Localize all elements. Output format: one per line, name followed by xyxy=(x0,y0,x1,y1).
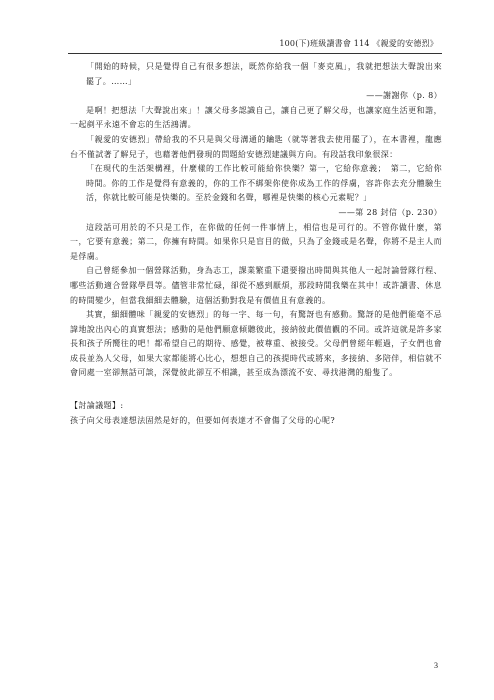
quote-happiness: 「在現代的生活架構裡，什麼樣的工作比較可能給你快樂？第一，它給你意義； 第二，它給你時間。你的工作是覺得有意義的，你的工作不綁架你使你成為工作的俘虜，容許你去充分體驗生活，你就比較可能是快樂的。至於金錢和名聲，哪裡是快樂的核心元素呢？」 xyxy=(86,164,442,203)
paragraph-reflection-5: 其實，細細體味「親愛的安德烈」的每一字、每一句，有驚訝也有感動。驚訝的是他們能毫不忌諱地說出內心的真實想法；感動的是他們願意傾聽彼此，接納彼此價值觀的不同。或許這就是許多家長和孩子所嚮往的吧！都希望自己的期待、感覺，被尊重、被接受。父母們曾經年輕過，子女們也會成長並為人父母，如果大家都能將心比心，想想自己的孩提時代或將來，多接納、多陪伴，相信就不會同處一室卻無話可談，深覺彼此卻互不相識，甚至成為漂流不安、尋找港灣的船隻了。 xyxy=(70,310,442,378)
header-rule xyxy=(68,53,442,54)
paragraph-reflection-3: 這段話可用於的不只是工作，在你做的任何一件事情上，相信也是可行的。不管你做什麼，第一，它要有意義；第二，你擁有時間。如果你只是盲目的做，只為了金錢或是名聲，你將不是主人而是俘虜。 xyxy=(70,222,442,261)
paragraph-reflection-1: 是啊！把想法「大聲說出來」！讓父母多認識自己，讓自己更了解父母，也讓家庭生活更和諧，一起剷平永遠不會忘的生活鴻溝。 xyxy=(70,105,442,130)
quote-opening: 「開始的時候，只是覺得自己有很多想法，既然你給我一個「麥克風」，我就把想法大聲說出來罷了。……」 xyxy=(86,62,442,86)
running-header: 100(下)班級讀書會 114 《親愛的安德烈》 xyxy=(279,39,438,48)
paragraph-reflection-2: 「親愛的安德烈」帶給我的不只是與父母溝通的鑰匙（就等著我去使用罷了），在本書裡，龍應台不僅試著了解兒子，也藉著他們發現的問題給安德烈建議與方向。有段話我印象很深： xyxy=(70,134,442,159)
quote-happiness-citation: ——第 28 封信（p. 230） xyxy=(338,207,442,217)
paragraph-reflection-4: 自己曾經參加一個營隊活動，身為志工，課業繁重下還要撥出時間與其他人一起討論營隊行程、哪些活動適合營隊學員等。儘管非常忙碌，卻從不感到厭煩，那段時間我樂在其中！或許讀書、休息的時間變少，但當我細細去體驗，這個活動對我是有價值且有意義的。 xyxy=(70,266,442,305)
discussion-question: 孩子向父母表達想法固然是好的，但要如何表達才不會傷了父母的心呢? xyxy=(70,415,336,425)
discussion-title: 【討論議題】: xyxy=(70,401,124,411)
page-number: 3 xyxy=(434,661,438,670)
quote-opening-citation: ——謝謝你（p. 8） xyxy=(366,91,442,101)
main-content xyxy=(70,60,442,428)
